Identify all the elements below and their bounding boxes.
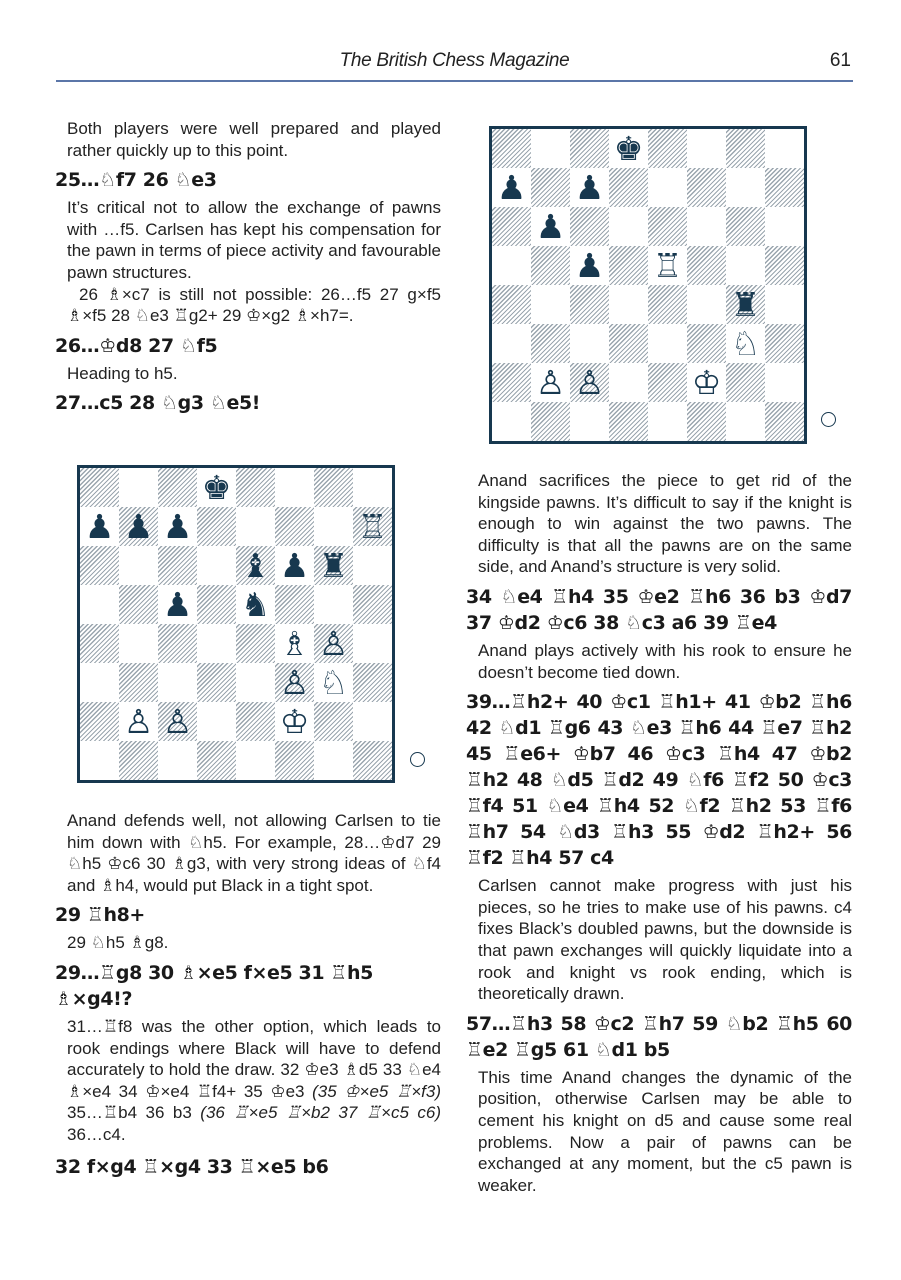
square-b6 xyxy=(531,207,570,246)
square-g7 xyxy=(726,168,765,207)
square-g8 xyxy=(726,129,765,168)
square-h6 xyxy=(765,207,804,246)
square-b2 xyxy=(531,363,570,402)
square-d2 xyxy=(197,702,236,741)
square-b4 xyxy=(119,624,158,663)
white-piece-icon: ♙ xyxy=(123,702,154,741)
square-e5 xyxy=(236,585,275,624)
square-a2 xyxy=(492,363,531,402)
square-c6 xyxy=(158,546,197,585)
square-d3 xyxy=(197,663,236,702)
chessboard xyxy=(77,465,395,783)
square-g7 xyxy=(314,507,353,546)
square-f7 xyxy=(687,168,726,207)
square-e1 xyxy=(648,402,687,441)
white-piece-icon: ♙ xyxy=(279,663,310,702)
square-b5 xyxy=(531,246,570,285)
square-d5 xyxy=(197,585,236,624)
black-piece-icon: ♟ xyxy=(574,246,605,285)
square-a7 xyxy=(492,168,531,207)
square-c8 xyxy=(570,129,609,168)
square-h5 xyxy=(765,246,804,285)
move-line: 29…♖g8 30 ♗×e5 f×e5 31 ♖h5 ♗×g4!? xyxy=(55,961,373,1010)
move-line: 29 ♖h8+ xyxy=(55,904,145,927)
square-d5 xyxy=(609,246,648,285)
paragraph: 26 ♗×c7 is still not possible: 26…f5 27 g×f5 ♗×f5 28 ♘e3 ♖g2+ 29 ♔×g2 ♗×h7=. xyxy=(67,284,441,326)
square-g4 xyxy=(314,624,353,663)
square-f6 xyxy=(275,546,314,585)
square-c8 xyxy=(158,468,197,507)
square-c7 xyxy=(158,507,197,546)
move-line: 27…c5 28 ♘g3 ♘e5! xyxy=(55,392,261,415)
black-piece-icon: ♟ xyxy=(162,507,193,546)
move-line: 34 ♘e4 ♖h4 35 ♔e2 ♖h6 36 b3 ♔d7 37 ♔d2 ♔c6 38 ♘c3 a6 39 ♖e4 xyxy=(466,585,852,634)
square-d4 xyxy=(197,624,236,663)
square-a8 xyxy=(492,129,531,168)
square-a2 xyxy=(80,702,119,741)
square-c5 xyxy=(158,585,197,624)
right-column xyxy=(466,470,852,1196)
square-e5 xyxy=(648,246,687,285)
square-d7 xyxy=(609,168,648,207)
square-f3 xyxy=(275,663,314,702)
square-d6 xyxy=(609,207,648,246)
black-piece-icon: ♟ xyxy=(574,168,605,207)
black-piece-icon: ♝ xyxy=(240,546,271,585)
square-d7 xyxy=(197,507,236,546)
square-b7 xyxy=(119,507,158,546)
square-h8 xyxy=(353,468,392,507)
square-d3 xyxy=(609,324,648,363)
white-piece-icon: ♙ xyxy=(162,702,193,741)
square-h2 xyxy=(353,702,392,741)
white-piece-icon: ♗ xyxy=(279,624,310,663)
move-line: 39…♖h2+ 40 ♔c1 ♖h1+ 41 ♔b2 ♖h6 42 ♘d1 ♖g6 43 ♘e3 ♖h6 44 ♖e7 ♖h2 45 ♖e6+ ♔b7 46 ♔c3 ♖h4 47 ♔b2 ♖h2 48 ♘d5 ♖d2 49 ♘f6 ♖f2 50 ♔c3 ♖f4 51 ♘e4 ♖h4 52 ♘f2 ♖h2 53 ♖f6 ♖h7 54 ♘d3 ♖h3 55 ♔d2 ♖h2+ 56 ♖f2 ♖h4 57 c4 xyxy=(466,691,852,870)
square-h1 xyxy=(353,741,392,780)
square-h7 xyxy=(765,168,804,207)
black-piece-icon: ♟ xyxy=(162,585,193,624)
square-g4 xyxy=(726,285,765,324)
move-line: 25…♘f7 26 ♘e3 xyxy=(55,169,217,192)
square-f1 xyxy=(275,741,314,780)
square-f8 xyxy=(275,468,314,507)
square-f4 xyxy=(275,624,314,663)
black-piece-icon: ♟ xyxy=(279,546,310,585)
square-h4 xyxy=(353,624,392,663)
white-piece-icon: ♔ xyxy=(279,702,310,741)
white-to-move-indicator xyxy=(821,412,836,427)
square-f6 xyxy=(687,207,726,246)
square-f8 xyxy=(687,129,726,168)
white-piece-icon: ♙ xyxy=(535,363,566,402)
paragraph: 31…♖f8 was the other option, which leads to rook endings where Black will have to defend accurately to hold the draw. 32 ♔e3 ♗d5 33 ♘e4 ♗×e4 34 ♔×e4 ♖f4+ 35 ♔e3 (35 ♔×e5 ♖×f3) 35…♖b4 36 b3 (36 ♖×e5 ♖×b2 37 ♖×c5 c6) 36…c4. xyxy=(67,1016,441,1144)
black-piece-icon: ♟ xyxy=(123,507,154,546)
paragraph: Heading to h5. xyxy=(67,363,178,383)
square-f1 xyxy=(687,402,726,441)
white-piece-icon: ♖ xyxy=(652,246,683,285)
header-divider xyxy=(56,80,853,82)
square-e7 xyxy=(236,507,275,546)
square-c4 xyxy=(158,624,197,663)
square-a3 xyxy=(80,663,119,702)
square-a5 xyxy=(492,246,531,285)
square-c3 xyxy=(158,663,197,702)
square-f3 xyxy=(687,324,726,363)
white-piece-icon: ♔ xyxy=(691,363,722,402)
white-piece-icon: ♙ xyxy=(574,363,605,402)
square-a6 xyxy=(492,207,531,246)
page-number: 61 xyxy=(829,50,851,71)
square-a1 xyxy=(492,402,531,441)
square-e3 xyxy=(648,324,687,363)
square-d1 xyxy=(197,741,236,780)
square-f7 xyxy=(275,507,314,546)
square-g5 xyxy=(314,585,353,624)
paragraph: This time Anand changes the dynamic of the position, otherwise Carlsen may be able to cement his knight on d5 and cause some real problems. Now a pair of pawns can be exchanged at any moment, but the c5 pawn is weaker. xyxy=(478,1067,852,1195)
paragraph: Anand sacrifices the piece to get rid of the kingside pawns. It’s difficult to say if the knight is enough to win against the two pawns. The difficulty is that all the pawns are on the same side, and Anand’s structure is very solid. xyxy=(478,471,852,577)
square-b1 xyxy=(531,402,570,441)
white-to-move-indicator xyxy=(410,752,425,767)
black-piece-icon: ♟ xyxy=(84,507,115,546)
square-e8 xyxy=(648,129,687,168)
square-d8 xyxy=(609,129,648,168)
paragraph: Anand defends well, not allowing Carlsen to tie him down with ♘h5. For example, 28…♔d7 29 ♘h5 ♔c6 30 ♗g3, with very strong ideas of ♘f4 and ♗h4, would put Black in a tight spot. xyxy=(67,811,441,895)
paragraph: Carlsen cannot make progress with just his pieces, so he tries to make use of his pawns. c4 fixes Black’s doubled pawns, but the downside is that pawn exchanges will quickly liquidate into a rook and knight vs rook ending, which is theoretically drawn. xyxy=(478,876,852,1004)
square-c6 xyxy=(570,207,609,246)
paragraph: 29 ♘h5 ♗g8. xyxy=(67,933,169,953)
square-e7 xyxy=(648,168,687,207)
square-e6 xyxy=(236,546,275,585)
square-a8 xyxy=(80,468,119,507)
move-line: 57…♖h3 58 ♔c2 ♖h7 59 ♘b2 ♖h5 60 ♖e2 ♖g5 61 ♘d1 b5 xyxy=(466,1012,852,1061)
square-a4 xyxy=(80,624,119,663)
paragraph: Both players were well prepared and played rather quickly up to this point. xyxy=(67,119,441,160)
square-h1 xyxy=(765,402,804,441)
paragraph: Anand plays actively with his rook to ensure he doesn’t become tied down. xyxy=(478,640,852,682)
chessboard xyxy=(489,126,807,444)
square-g2 xyxy=(314,702,353,741)
square-h7 xyxy=(353,507,392,546)
square-g8 xyxy=(314,468,353,507)
square-a7 xyxy=(80,507,119,546)
square-c5 xyxy=(570,246,609,285)
square-b5 xyxy=(119,585,158,624)
square-h8 xyxy=(765,129,804,168)
square-b2 xyxy=(119,702,158,741)
square-h5 xyxy=(353,585,392,624)
square-a1 xyxy=(80,741,119,780)
square-a4 xyxy=(492,285,531,324)
left-column-bottom xyxy=(55,810,441,1180)
square-c2 xyxy=(158,702,197,741)
square-c4 xyxy=(570,285,609,324)
square-g1 xyxy=(726,402,765,441)
square-g6 xyxy=(726,207,765,246)
square-c3 xyxy=(570,324,609,363)
black-piece-icon: ♟ xyxy=(496,168,527,207)
square-e1 xyxy=(236,741,275,780)
square-e4 xyxy=(648,285,687,324)
white-piece-icon: ♖ xyxy=(357,507,388,546)
square-h6 xyxy=(353,546,392,585)
paragraph: It’s critical not to allow the exchange of pawns with …f5. Carlsen has kept his compensation for the pawn in terms of piece activity and favourable pawn structures. xyxy=(67,198,441,282)
square-c2 xyxy=(570,363,609,402)
square-d6 xyxy=(197,546,236,585)
move-line: 26…♔d8 27 ♘f5 xyxy=(55,334,218,357)
square-f2 xyxy=(275,702,314,741)
square-e3 xyxy=(236,663,275,702)
square-f5 xyxy=(275,585,314,624)
square-c7 xyxy=(570,168,609,207)
square-h3 xyxy=(765,324,804,363)
square-b3 xyxy=(531,324,570,363)
square-b1 xyxy=(119,741,158,780)
white-piece-icon: ♘ xyxy=(318,663,349,702)
square-g1 xyxy=(314,741,353,780)
square-h4 xyxy=(765,285,804,324)
square-e2 xyxy=(648,363,687,402)
square-b4 xyxy=(531,285,570,324)
square-c1 xyxy=(158,741,197,780)
square-g5 xyxy=(726,246,765,285)
left-column-top xyxy=(55,118,441,416)
square-b8 xyxy=(531,129,570,168)
square-h2 xyxy=(765,363,804,402)
black-piece-icon: ♞ xyxy=(240,585,271,624)
square-e6 xyxy=(648,207,687,246)
square-b6 xyxy=(119,546,158,585)
square-a5 xyxy=(80,585,119,624)
black-piece-icon: ♟ xyxy=(535,207,566,246)
black-piece-icon: ♚ xyxy=(613,129,644,168)
white-piece-icon: ♙ xyxy=(318,624,349,663)
black-piece-icon: ♜ xyxy=(318,546,349,585)
square-c1 xyxy=(570,402,609,441)
square-e8 xyxy=(236,468,275,507)
magazine-title: The British Chess Magazine xyxy=(339,50,570,71)
square-d4 xyxy=(609,285,648,324)
square-b8 xyxy=(119,468,158,507)
black-piece-icon: ♚ xyxy=(201,468,232,507)
running-header xyxy=(56,48,853,80)
square-a3 xyxy=(492,324,531,363)
square-b3 xyxy=(119,663,158,702)
square-h3 xyxy=(353,663,392,702)
square-e2 xyxy=(236,702,275,741)
square-d1 xyxy=(609,402,648,441)
black-piece-icon: ♜ xyxy=(730,285,761,324)
square-g6 xyxy=(314,546,353,585)
square-f2 xyxy=(687,363,726,402)
square-f5 xyxy=(687,246,726,285)
square-d2 xyxy=(609,363,648,402)
square-d8 xyxy=(197,468,236,507)
square-g3 xyxy=(314,663,353,702)
white-piece-icon: ♘ xyxy=(730,324,761,363)
square-g2 xyxy=(726,363,765,402)
square-b7 xyxy=(531,168,570,207)
move-line: 32 f×g4 ♖×g4 33 ♖×e5 b6 xyxy=(55,1155,329,1178)
square-e4 xyxy=(236,624,275,663)
square-a6 xyxy=(80,546,119,585)
square-f4 xyxy=(687,285,726,324)
square-g3 xyxy=(726,324,765,363)
